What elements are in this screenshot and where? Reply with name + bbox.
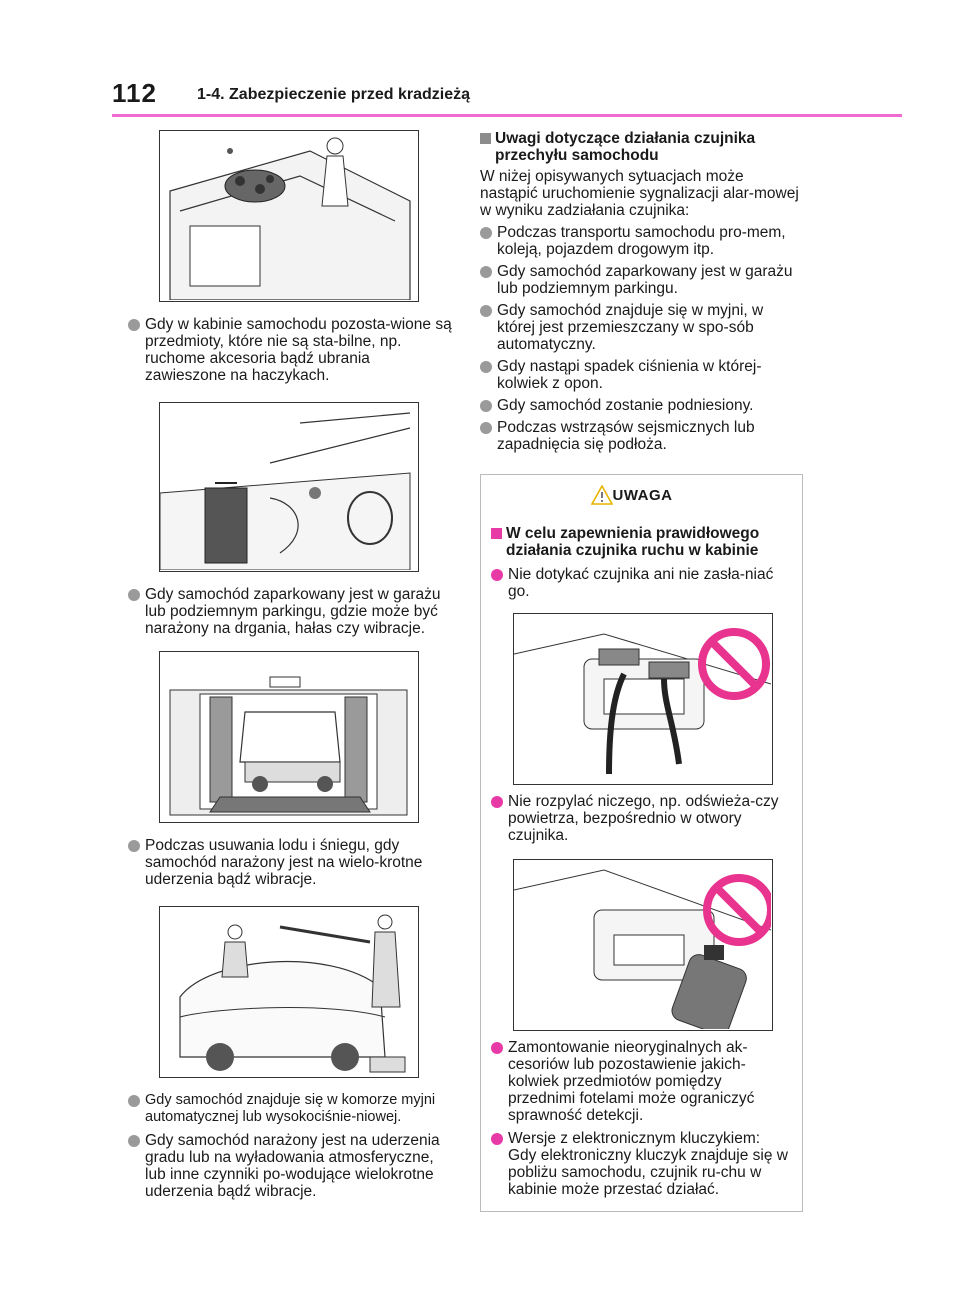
section-heading: Uwagi dotyczące działania czujnika przechyłu samochodu <box>480 130 805 164</box>
snow-removal-illustration <box>160 907 417 1076</box>
car-wash-illustration <box>160 652 417 821</box>
bullet-icon <box>128 840 140 852</box>
car-leaves-illustration <box>160 131 417 300</box>
list-item: Nie dotykać czujnika ani nie zasła-niać go. <box>491 566 791 600</box>
bullet-icon <box>491 1133 503 1145</box>
spray-sensor-illustration <box>514 860 771 1029</box>
heading-marker-icon <box>480 133 491 144</box>
cabin-clothes-illustration <box>160 403 417 570</box>
warning-title: UWAGA <box>612 487 673 504</box>
bullet-icon <box>128 1135 140 1147</box>
touch-sensor-illustration <box>514 614 771 783</box>
page-header <box>112 78 902 114</box>
warning-heading: W celu zapewnienia prawidłowego działania czujnika ruchu w kabinie <box>491 525 791 559</box>
bullet-icon <box>128 319 140 331</box>
section-title: 1-4. Zabezpieczenie przed kradzieżą <box>197 86 470 103</box>
list-item: Gdy nastąpi spadek ciśnienia w której-kolwiek z opon. <box>480 358 805 392</box>
bullet-icon <box>491 796 503 808</box>
list-item: Gdy samochód narażony jest na uderzenia gradu lub na wyładowania atmosferyczne, lub inne czynniki po-wodujące wielokrotne uderzenia bądź wibracje. <box>128 1132 453 1200</box>
bullet-icon <box>480 422 492 434</box>
list-item: Nie rozpylać niczego, np. odświeża-czy powietrza, bezpośrednio w otwory czujnika. <box>491 793 791 844</box>
figure-car-wash <box>159 651 419 823</box>
warning-box <box>480 474 803 1212</box>
figure-touch-sensor <box>513 613 773 785</box>
bullet-icon <box>491 1042 503 1054</box>
figure-spray-sensor <box>513 859 773 1031</box>
list-item: Gdy samochód zostanie podniesiony. <box>480 397 805 414</box>
bullet-icon <box>480 361 492 373</box>
bullet-icon <box>480 305 492 317</box>
page-number: 112 <box>112 78 157 108</box>
list-item: Gdy samochód zaparkowany jest w garażu lub podziemnym parkingu. <box>480 263 805 297</box>
list-item: Podczas transportu samochodu pro-mem, koleją, pojazdem drogowym itp. <box>480 224 805 258</box>
bullet-icon <box>480 227 492 239</box>
bullet-icon <box>128 1095 140 1107</box>
list-item: Gdy samochód zaparkowany jest w garażu lub podziemnym parkingu, gdzie może być narażony na drgania, hałas czy wibracje. <box>128 586 453 637</box>
bullet-icon <box>491 569 503 581</box>
header-rule <box>112 114 902 117</box>
right-column <box>480 130 805 453</box>
figure-snow-removal <box>159 906 419 1078</box>
heading-marker-icon <box>491 528 502 539</box>
figure-leaves-on-car <box>159 130 419 302</box>
list-item: Zamontowanie nieoryginalnych ak-cesoriów lub pozostawienie jakich-kolwiek przedmiotów pomiędzy przednimi fotelami może ograniczyć sprawność detekcji. <box>491 1039 791 1124</box>
list-item: Podczas usuwania lodu i śniegu, gdy samochód narażony jest na wielo-krotne uderzenia bądź wibracje. <box>128 837 453 888</box>
list-item: Gdy w kabinie samochodu pozosta-wione są przedmioty, które nie są sta-bilne, np. ruchome akcesoria bądź ubrania zawieszone na haczykach. <box>128 316 453 384</box>
bullet-icon <box>480 266 492 278</box>
bullet-icon <box>128 589 140 601</box>
figure-clothes-in-cabin <box>159 402 419 572</box>
list-item: Gdy samochód znajduje się w komorze myjni automatycznej lub wysokociśnie-niowej. <box>128 1092 453 1126</box>
left-column <box>128 130 453 1200</box>
list-item: Wersje z elektronicznym kluczykiem: Gdy elektroniczny kluczyk znajduje się w pobliżu samochodu, czujnik ru-chu w kabinie może przestać działać. <box>491 1130 791 1198</box>
list-item: Podczas wstrząsów sejsmicznych lub zapadnięcia się podłoża. <box>480 419 805 453</box>
intro-paragraph: W niżej opisywanych sytuacjach może nastąpić uruchomienie sygnalizacji alar-mowej w wyniku zadziałania czujnika: <box>480 168 799 219</box>
bullet-icon <box>480 400 492 412</box>
list-item: Gdy samochód znajduje się w myjni, w której jest przemieszczany w spo-sób automatyczny. <box>480 302 805 353</box>
